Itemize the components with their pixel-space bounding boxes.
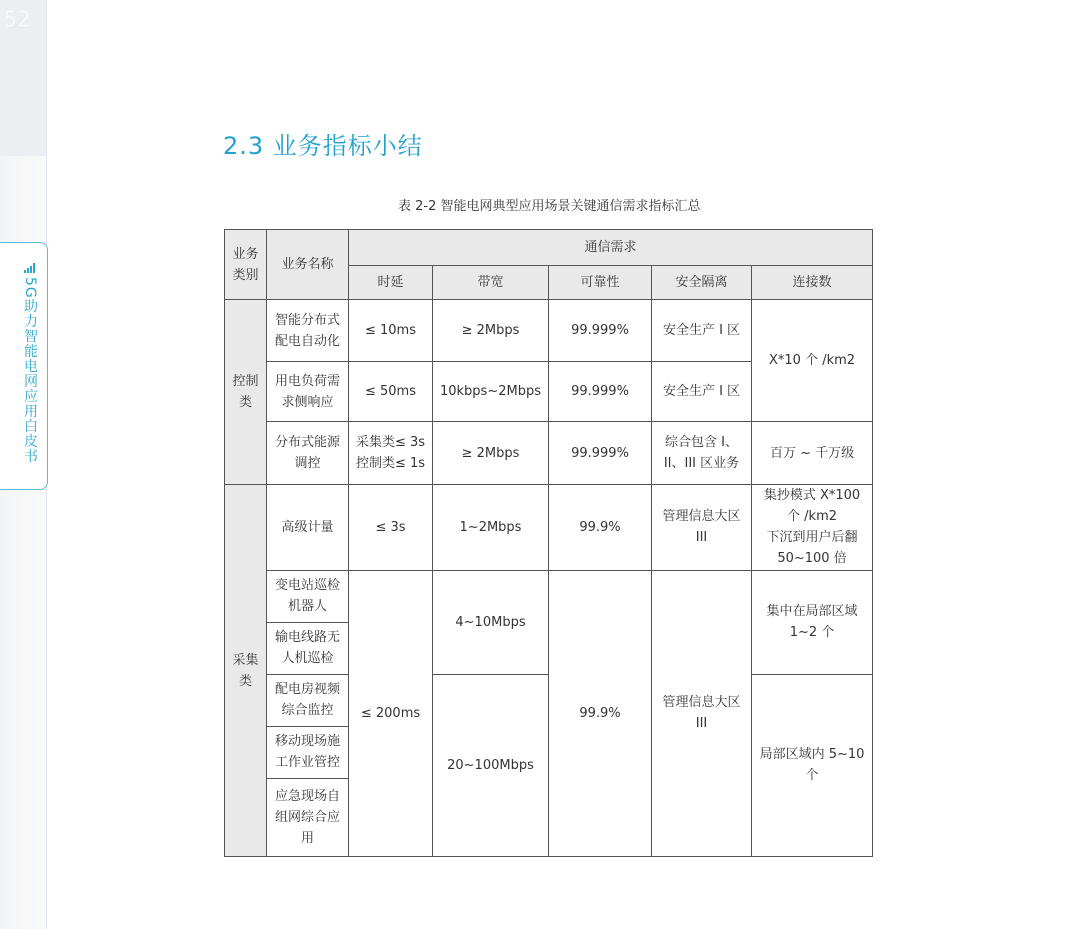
service-name: 高级计量	[267, 485, 349, 570]
reliability-cell: 99.999%	[549, 422, 652, 485]
table-row	[225, 300, 873, 362]
header-reliability: 可靠性	[549, 266, 652, 300]
service-name: 配电房视频 综合监控	[267, 674, 349, 726]
reliability-cell: 99.9%	[549, 485, 652, 570]
isolation-cell: 安全生产 I 区	[652, 300, 752, 362]
book-title-vertical: 5G助力智能电网应用白皮书	[22, 277, 38, 464]
reliability-cell: 99.9%	[549, 570, 652, 857]
connections-cell: 局部区域内 5~10 个	[752, 674, 873, 856]
connections-cell: 百万 ~ 千万级	[752, 422, 873, 485]
category-control: 控制 类	[225, 300, 267, 485]
service-name: 输电线路无 人机巡检	[267, 622, 349, 674]
service-name: 智能分布式 配电自动化	[267, 300, 349, 362]
page-number-box	[0, 0, 46, 156]
signal-bars-icon	[24, 263, 36, 273]
bandwidth-cell: 20~100Mbps	[433, 674, 549, 856]
bandwidth-cell: ≥ 2Mbps	[433, 300, 549, 362]
latency-cell: ≤ 10ms	[349, 300, 433, 362]
latency-cell: ≤ 3s	[349, 485, 433, 570]
service-name: 用电负荷需 求侧响应	[267, 362, 349, 422]
header-isolation: 安全隔离	[652, 266, 752, 300]
latency-cell: 采集类≤ 3s 控制类≤ 1s	[349, 422, 433, 485]
bandwidth-cell: 1~2Mbps	[433, 485, 549, 570]
page-number: 52	[4, 7, 32, 31]
section-heading: 2.3 业务指标小结	[223, 132, 423, 160]
bandwidth-cell: 4~10Mbps	[433, 570, 549, 674]
service-name: 应急现场自 组网综合应 用	[267, 778, 349, 856]
connections-cell: 集抄模式 X*100 个 /km2 下沉到用户后翻 50~100 倍	[752, 485, 873, 570]
latency-cell: ≤ 50ms	[349, 362, 433, 422]
service-name: 变电站巡检 机器人	[267, 570, 349, 622]
header-latency: 时延	[349, 266, 433, 300]
connections-cell: X*10 个 /km2	[752, 300, 873, 422]
table-row	[225, 570, 873, 622]
header-category: 业务 类别	[225, 230, 267, 300]
table-caption: 表 2-2 智能电网典型应用场景关键通信需求指标汇总	[398, 199, 701, 214]
bandwidth-cell: ≥ 2Mbps	[433, 422, 549, 485]
header-connections: 连接数	[752, 266, 873, 300]
isolation-cell: 管理信息大区 III	[652, 485, 752, 570]
bandwidth-cell: 10kbps~2Mbps	[433, 362, 549, 422]
connections-cell: 集中在局部区域 1~2 个	[752, 570, 873, 674]
table-row	[225, 485, 873, 570]
latency-cell: ≤ 200ms	[349, 570, 433, 857]
reliability-cell: 99.999%	[549, 362, 652, 422]
header-bandwidth: 带宽	[433, 266, 549, 300]
isolation-cell: 管理信息大区 III	[652, 570, 752, 857]
isolation-cell: 综合包含 I、 II、III 区业务	[652, 422, 752, 485]
service-name: 移动现场施 工作业管控	[267, 726, 349, 778]
requirements-table	[224, 229, 873, 857]
header-row-1	[225, 230, 873, 266]
isolation-cell: 安全生产 I 区	[652, 362, 752, 422]
header-group: 通信需求	[349, 230, 873, 266]
header-name: 业务名称	[267, 230, 349, 300]
service-name: 分布式能源 调控	[267, 422, 349, 485]
table-row	[225, 422, 873, 485]
category-collection: 采集 类	[225, 485, 267, 857]
reliability-cell: 99.999%	[549, 300, 652, 362]
